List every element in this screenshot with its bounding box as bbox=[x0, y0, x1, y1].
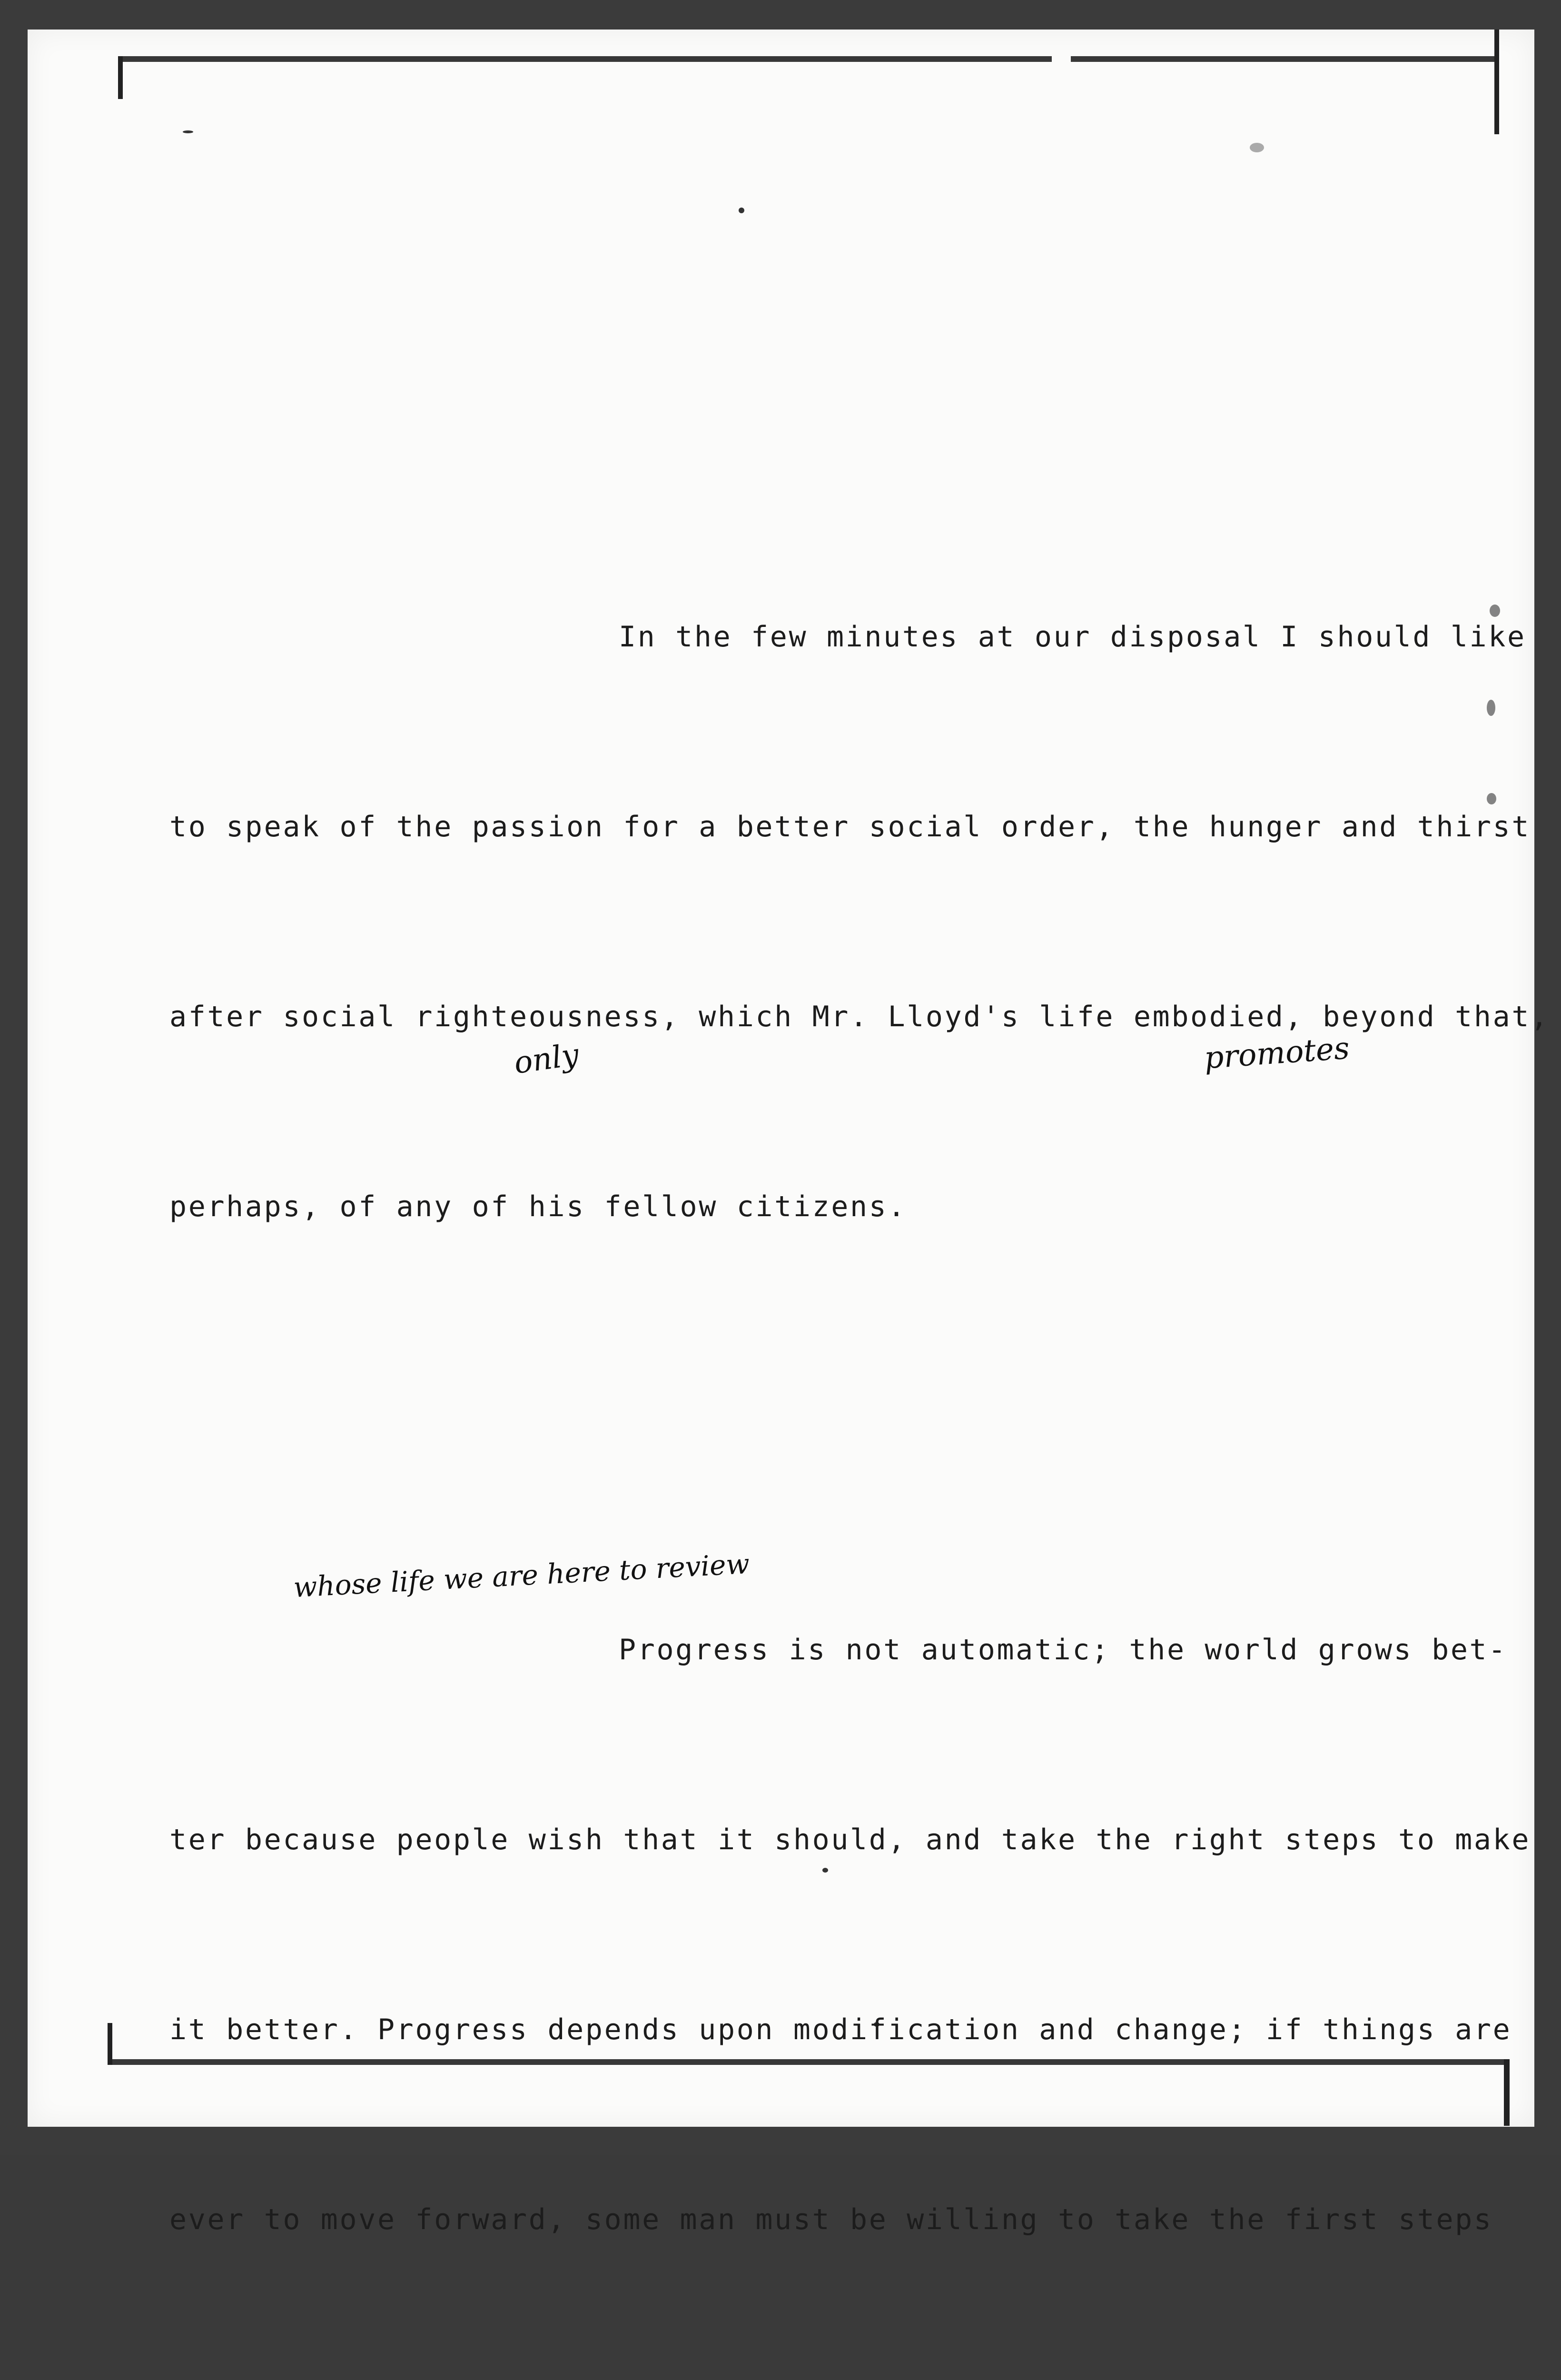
text-line: it better. Progress depends upon modification and change; if things are bbox=[169, 2013, 1512, 2046]
page-right-edge-mark bbox=[1494, 30, 1499, 134]
text-line bbox=[169, 2378, 1502, 2380]
text-line: ever to move forward, some man must be willing to take the first steps bbox=[169, 2203, 1493, 2236]
page-corner-mark bbox=[108, 2023, 112, 2065]
handwritten-insert-promotes: promotes bbox=[1203, 1031, 1351, 1076]
text-line: perhaps, of any of his fellow citizens. bbox=[169, 1190, 907, 1223]
text-line: In the few minutes at our disposal I should like bbox=[619, 620, 1526, 654]
text-line: after social righteousness, which Mr. Lloyd's life embodied, beyond that, bbox=[169, 1000, 1550, 1033]
ink-speck bbox=[183, 130, 193, 133]
text-line: to speak of the passion for a better social order, the hunger and thirst bbox=[169, 810, 1531, 843]
paragraph bbox=[169, 1492, 1531, 2380]
ink-speck bbox=[1250, 143, 1264, 152]
text-line: ter because people wish that it should, and take the right steps to make bbox=[169, 1823, 1531, 1856]
page-top-border bbox=[119, 56, 1499, 62]
ink-speck bbox=[739, 208, 744, 213]
page-right-edge-mark bbox=[1504, 2059, 1510, 2126]
typed-text-body bbox=[169, 352, 1550, 2380]
text-line: Progress is not automatic; the world grows bet- bbox=[619, 1633, 1507, 1666]
paragraph bbox=[169, 479, 1550, 1365]
handwritten-insert-only: only bbox=[512, 1037, 581, 1081]
page-top-border-gap bbox=[1052, 56, 1071, 83]
page-corner-mark bbox=[118, 56, 123, 99]
handwritten-insert-life: whose life we are here to review bbox=[292, 1547, 751, 1604]
